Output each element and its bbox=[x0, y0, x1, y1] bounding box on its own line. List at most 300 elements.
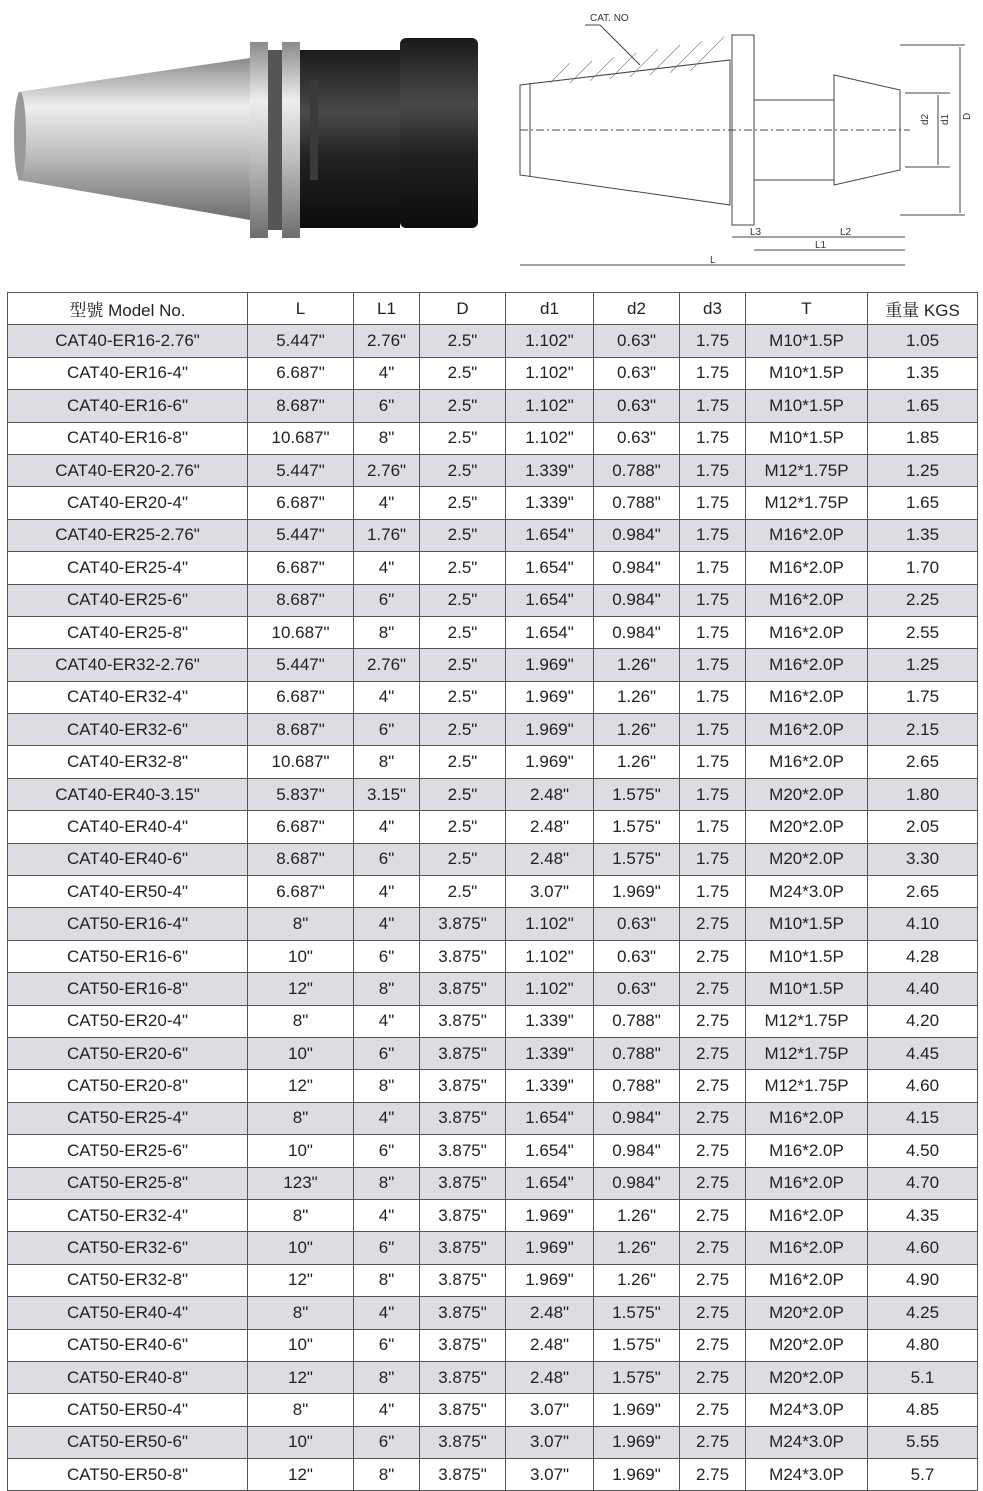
table-row bbox=[8, 325, 978, 357]
cell-T: M10*1.5P bbox=[746, 422, 868, 454]
cell-D: 2.5" bbox=[420, 843, 506, 875]
cell-model: CAT40-ER25-4" bbox=[8, 552, 248, 584]
cell-d1: 2.48" bbox=[506, 843, 594, 875]
cell-model: CAT50-ER16-6" bbox=[8, 940, 248, 972]
table-row bbox=[8, 1329, 978, 1361]
cell-d1: 1.969" bbox=[506, 714, 594, 746]
cell-L: 12" bbox=[248, 973, 354, 1005]
cell-d2: 0.984" bbox=[594, 584, 680, 616]
cell-D: 3.875" bbox=[420, 1199, 506, 1231]
cell-d1: 1.654" bbox=[506, 1167, 594, 1199]
cell-L: 8" bbox=[248, 1005, 354, 1037]
cell-weight: 1.25 bbox=[868, 454, 978, 486]
cell-T: M12*1.75P bbox=[746, 1037, 868, 1069]
cell-d3: 2.75 bbox=[680, 1232, 746, 1264]
cell-L: 5.447" bbox=[248, 454, 354, 486]
cell-d2: 0.984" bbox=[594, 552, 680, 584]
cell-L: 6.687" bbox=[248, 876, 354, 908]
header-L: L bbox=[248, 293, 354, 325]
cell-d3: 2.75 bbox=[680, 1199, 746, 1231]
cell-d1: 1.969" bbox=[506, 1264, 594, 1296]
cell-L1: 8" bbox=[354, 1361, 420, 1393]
cell-L: 6.687" bbox=[248, 681, 354, 713]
cell-L1: 6" bbox=[354, 940, 420, 972]
cell-d1: 1.654" bbox=[506, 552, 594, 584]
cell-T: M16*2.0P bbox=[746, 1232, 868, 1264]
table-row bbox=[8, 778, 978, 810]
cell-d1: 1.654" bbox=[506, 519, 594, 551]
cell-d1: 2.48" bbox=[506, 1297, 594, 1329]
cell-d2: 1.26" bbox=[594, 681, 680, 713]
cell-d1: 1.969" bbox=[506, 649, 594, 681]
cell-model: CAT40-ER50-4" bbox=[8, 876, 248, 908]
cell-L1: 2.76" bbox=[354, 649, 420, 681]
cell-d1: 1.339" bbox=[506, 1037, 594, 1069]
cell-d2: 1.26" bbox=[594, 1264, 680, 1296]
technical-drawing bbox=[510, 5, 975, 280]
table-row bbox=[8, 1459, 978, 1491]
cell-T: M16*2.0P bbox=[746, 1135, 868, 1167]
cell-L1: 6" bbox=[354, 1232, 420, 1264]
cell-d2: 1.26" bbox=[594, 1232, 680, 1264]
header-model: 型號 Model No. bbox=[8, 293, 248, 325]
table-row bbox=[8, 681, 978, 713]
cell-D: 2.5" bbox=[420, 552, 506, 584]
drawing-label-D: D bbox=[962, 112, 973, 120]
cell-T: M10*1.5P bbox=[746, 390, 868, 422]
cell-model: CAT50-ER25-4" bbox=[8, 1102, 248, 1134]
cell-D: 2.5" bbox=[420, 422, 506, 454]
table-row bbox=[8, 1135, 978, 1167]
cell-D: 3.875" bbox=[420, 1297, 506, 1329]
cell-T: M12*1.75P bbox=[746, 487, 868, 519]
cell-L: 6.687" bbox=[248, 357, 354, 389]
table-row bbox=[8, 1037, 978, 1069]
cell-T: M20*2.0P bbox=[746, 843, 868, 875]
cell-d1: 1.102" bbox=[506, 940, 594, 972]
cell-d1: 2.48" bbox=[506, 1361, 594, 1393]
cell-T: M24*3.0P bbox=[746, 1394, 868, 1426]
cell-d3: 2.75 bbox=[680, 1297, 746, 1329]
cell-model: CAT40-ER32-2.76" bbox=[8, 649, 248, 681]
cell-d2: 1.969" bbox=[594, 1459, 680, 1491]
cell-model: CAT40-ER25-6" bbox=[8, 584, 248, 616]
cell-L1: 6" bbox=[354, 390, 420, 422]
cell-d2: 0.984" bbox=[594, 616, 680, 648]
cell-d1: 2.48" bbox=[506, 778, 594, 810]
cell-model: CAT40-ER16-8" bbox=[8, 422, 248, 454]
cell-weight: 1.85 bbox=[868, 422, 978, 454]
cell-weight: 2.65 bbox=[868, 746, 978, 778]
cell-D: 2.5" bbox=[420, 876, 506, 908]
cell-d2: 1.575" bbox=[594, 1361, 680, 1393]
cell-L: 8" bbox=[248, 1199, 354, 1231]
cell-L: 10" bbox=[248, 940, 354, 972]
cell-weight: 4.35 bbox=[868, 1199, 978, 1231]
table-row bbox=[8, 454, 978, 486]
cell-weight: 1.65 bbox=[868, 487, 978, 519]
table-row bbox=[8, 1167, 978, 1199]
cell-weight: 2.15 bbox=[868, 714, 978, 746]
table-row bbox=[8, 940, 978, 972]
cell-weight: 2.65 bbox=[868, 876, 978, 908]
drawing-label-d1: d1 bbox=[940, 113, 951, 125]
cell-L1: 1.76" bbox=[354, 519, 420, 551]
cell-d3: 1.75 bbox=[680, 422, 746, 454]
cell-d3: 2.75 bbox=[680, 1329, 746, 1361]
cell-T: M10*1.5P bbox=[746, 908, 868, 940]
cell-D: 3.875" bbox=[420, 1232, 506, 1264]
table-row bbox=[8, 973, 978, 1005]
cell-d3: 2.75 bbox=[680, 1459, 746, 1491]
cell-L: 10" bbox=[248, 1037, 354, 1069]
cell-L1: 4" bbox=[354, 357, 420, 389]
cell-model: CAT50-ER20-4" bbox=[8, 1005, 248, 1037]
table-header-row bbox=[8, 293, 978, 325]
table-row bbox=[8, 908, 978, 940]
cell-D: 3.875" bbox=[420, 1005, 506, 1037]
cell-L: 10.687" bbox=[248, 422, 354, 454]
cell-d3: 2.75 bbox=[680, 940, 746, 972]
cell-T: M20*2.0P bbox=[746, 1297, 868, 1329]
cell-d1: 1.969" bbox=[506, 1199, 594, 1231]
cell-T: M10*1.5P bbox=[746, 940, 868, 972]
cell-d2: 0.788" bbox=[594, 1037, 680, 1069]
cell-L: 10" bbox=[248, 1232, 354, 1264]
cell-d3: 2.75 bbox=[680, 1037, 746, 1069]
cell-d1: 1.654" bbox=[506, 1135, 594, 1167]
cell-weight: 4.40 bbox=[868, 973, 978, 1005]
cell-T: M16*2.0P bbox=[746, 616, 868, 648]
cell-weight: 3.30 bbox=[868, 843, 978, 875]
cell-D: 3.875" bbox=[420, 1135, 506, 1167]
cell-T: M24*3.0P bbox=[746, 876, 868, 908]
cell-d1: 1.339" bbox=[506, 1070, 594, 1102]
table-row bbox=[8, 357, 978, 389]
cell-d3: 1.75 bbox=[680, 616, 746, 648]
cell-weight: 4.25 bbox=[868, 1297, 978, 1329]
cell-model: CAT50-ER32-6" bbox=[8, 1232, 248, 1264]
cell-weight: 1.35 bbox=[868, 357, 978, 389]
cell-d2: 0.984" bbox=[594, 1135, 680, 1167]
cell-d3: 1.75 bbox=[680, 390, 746, 422]
cell-d3: 1.75 bbox=[680, 681, 746, 713]
cell-L1: 8" bbox=[354, 616, 420, 648]
cell-T: M12*1.75P bbox=[746, 454, 868, 486]
cell-model: CAT50-ER20-8" bbox=[8, 1070, 248, 1102]
cell-d3: 1.75 bbox=[680, 778, 746, 810]
cell-D: 2.5" bbox=[420, 616, 506, 648]
spec-table bbox=[7, 292, 978, 1491]
cell-d2: 0.63" bbox=[594, 357, 680, 389]
cell-weight: 5.1 bbox=[868, 1361, 978, 1393]
cell-D: 2.5" bbox=[420, 390, 506, 422]
cell-L1: 6" bbox=[354, 1426, 420, 1458]
table-row bbox=[8, 1297, 978, 1329]
cell-d3: 1.75 bbox=[680, 325, 746, 357]
cell-T: M24*3.0P bbox=[746, 1459, 868, 1491]
cell-model: CAT40-ER20-2.76" bbox=[8, 454, 248, 486]
cell-d1: 1.339" bbox=[506, 454, 594, 486]
cell-T: M24*3.0P bbox=[746, 1426, 868, 1458]
cell-d1: 3.07" bbox=[506, 1459, 594, 1491]
cell-D: 3.875" bbox=[420, 1426, 506, 1458]
cell-D: 2.5" bbox=[420, 357, 506, 389]
cell-L1: 2.76" bbox=[354, 454, 420, 486]
cell-d3: 2.75 bbox=[680, 1135, 746, 1167]
cell-weight: 4.70 bbox=[868, 1167, 978, 1199]
cell-model: CAT40-ER32-8" bbox=[8, 746, 248, 778]
table-row bbox=[8, 1199, 978, 1231]
cell-L: 5.447" bbox=[248, 519, 354, 551]
cell-D: 3.875" bbox=[420, 1167, 506, 1199]
cell-D: 2.5" bbox=[420, 584, 506, 616]
cell-D: 3.875" bbox=[420, 1329, 506, 1361]
cell-D: 3.875" bbox=[420, 940, 506, 972]
cell-weight: 4.45 bbox=[868, 1037, 978, 1069]
cell-L1: 8" bbox=[354, 1264, 420, 1296]
cell-d2: 0.63" bbox=[594, 390, 680, 422]
cell-d1: 1.969" bbox=[506, 1232, 594, 1264]
drawing-label-L3: L3 bbox=[750, 227, 762, 238]
cell-weight: 1.80 bbox=[868, 778, 978, 810]
cell-D: 2.5" bbox=[420, 778, 506, 810]
cell-L: 10" bbox=[248, 1135, 354, 1167]
cell-L1: 6" bbox=[354, 843, 420, 875]
cell-D: 2.5" bbox=[420, 714, 506, 746]
table-row bbox=[8, 649, 978, 681]
cell-d2: 1.26" bbox=[594, 746, 680, 778]
cell-model: CAT50-ER40-8" bbox=[8, 1361, 248, 1393]
cell-L: 12" bbox=[248, 1070, 354, 1102]
table-row bbox=[8, 746, 978, 778]
cell-T: M16*2.0P bbox=[746, 552, 868, 584]
cell-d1: 1.969" bbox=[506, 681, 594, 713]
cell-d2: 0.984" bbox=[594, 1102, 680, 1134]
header-weight: 重量 KGS bbox=[868, 293, 978, 325]
cell-d3: 1.75 bbox=[680, 584, 746, 616]
cell-D: 2.5" bbox=[420, 811, 506, 843]
cell-model: CAT50-ER32-4" bbox=[8, 1199, 248, 1231]
cell-L1: 4" bbox=[354, 1297, 420, 1329]
cell-L: 8.687" bbox=[248, 843, 354, 875]
cell-L1: 6" bbox=[354, 584, 420, 616]
cell-weight: 1.35 bbox=[868, 519, 978, 551]
table-row bbox=[8, 616, 978, 648]
cell-T: M12*1.75P bbox=[746, 1070, 868, 1102]
cell-L1: 6" bbox=[354, 1329, 420, 1361]
cell-model: CAT40-ER16-2.76" bbox=[8, 325, 248, 357]
cell-weight: 4.60 bbox=[868, 1232, 978, 1264]
cell-d1: 3.07" bbox=[506, 876, 594, 908]
table-body bbox=[8, 325, 978, 1491]
cell-d3: 1.75 bbox=[680, 714, 746, 746]
cell-d3: 2.75 bbox=[680, 908, 746, 940]
table-row bbox=[8, 1232, 978, 1264]
cell-T: M20*2.0P bbox=[746, 1361, 868, 1393]
header-L1: L1 bbox=[354, 293, 420, 325]
cell-d3: 1.75 bbox=[680, 811, 746, 843]
cell-d3: 2.75 bbox=[680, 1167, 746, 1199]
cell-weight: 4.60 bbox=[868, 1070, 978, 1102]
cell-d3: 2.75 bbox=[680, 1361, 746, 1393]
cell-weight: 1.70 bbox=[868, 552, 978, 584]
cell-d3: 2.75 bbox=[680, 1394, 746, 1426]
cell-T: M16*2.0P bbox=[746, 1167, 868, 1199]
cell-d2: 0.788" bbox=[594, 487, 680, 519]
drawing-label-d2: d2 bbox=[920, 113, 931, 125]
cell-L: 10.687" bbox=[248, 616, 354, 648]
cell-d3: 2.75 bbox=[680, 1102, 746, 1134]
cell-d3: 1.75 bbox=[680, 357, 746, 389]
cell-L: 10" bbox=[248, 1426, 354, 1458]
cell-d2: 1.969" bbox=[594, 876, 680, 908]
cell-D: 3.875" bbox=[420, 1102, 506, 1134]
cell-L: 8.687" bbox=[248, 714, 354, 746]
cell-T: M16*2.0P bbox=[746, 746, 868, 778]
cell-model: CAT40-ER25-8" bbox=[8, 616, 248, 648]
cell-d2: 0.63" bbox=[594, 940, 680, 972]
cell-D: 3.875" bbox=[420, 1361, 506, 1393]
table-row bbox=[8, 519, 978, 551]
table-row bbox=[8, 487, 978, 519]
cell-T: M16*2.0P bbox=[746, 519, 868, 551]
cell-d2: 0.984" bbox=[594, 519, 680, 551]
cell-d1: 1.102" bbox=[506, 390, 594, 422]
cell-L1: 4" bbox=[354, 681, 420, 713]
header-d1: d1 bbox=[506, 293, 594, 325]
header-d3: d3 bbox=[680, 293, 746, 325]
cell-L: 8" bbox=[248, 1102, 354, 1134]
cell-d3: 2.75 bbox=[680, 1005, 746, 1037]
cell-weight: 1.75 bbox=[868, 681, 978, 713]
cell-T: M12*1.75P bbox=[746, 1005, 868, 1037]
cell-d3: 1.75 bbox=[680, 843, 746, 875]
cell-d1: 1.654" bbox=[506, 616, 594, 648]
cell-L1: 8" bbox=[354, 746, 420, 778]
cell-model: CAT50-ER20-6" bbox=[8, 1037, 248, 1069]
cell-L: 5.447" bbox=[248, 649, 354, 681]
cell-model: CAT40-ER32-4" bbox=[8, 681, 248, 713]
cell-weight: 2.05 bbox=[868, 811, 978, 843]
cell-weight: 2.25 bbox=[868, 584, 978, 616]
table-row bbox=[8, 714, 978, 746]
cell-L: 6.687" bbox=[248, 552, 354, 584]
cell-D: 2.5" bbox=[420, 454, 506, 486]
cell-d2: 1.575" bbox=[594, 1297, 680, 1329]
cell-d1: 1.102" bbox=[506, 325, 594, 357]
cell-L1: 2.76" bbox=[354, 325, 420, 357]
table-row bbox=[8, 1361, 978, 1393]
cell-T: M16*2.0P bbox=[746, 714, 868, 746]
table-row bbox=[8, 1070, 978, 1102]
drawing-label-cat-no: CAT. NO bbox=[590, 13, 629, 24]
cell-T: M10*1.5P bbox=[746, 357, 868, 389]
cell-T: M16*2.0P bbox=[746, 1264, 868, 1296]
cell-d2: 1.575" bbox=[594, 843, 680, 875]
cell-model: CAT50-ER25-6" bbox=[8, 1135, 248, 1167]
cell-d3: 1.75 bbox=[680, 876, 746, 908]
cell-L1: 4" bbox=[354, 1394, 420, 1426]
cell-D: 3.875" bbox=[420, 1264, 506, 1296]
cell-L: 12" bbox=[248, 1264, 354, 1296]
cell-weight: 1.25 bbox=[868, 649, 978, 681]
cell-weight: 2.55 bbox=[868, 616, 978, 648]
cell-model: CAT50-ER40-6" bbox=[8, 1329, 248, 1361]
cell-weight: 4.50 bbox=[868, 1135, 978, 1167]
cell-model: CAT50-ER50-8" bbox=[8, 1459, 248, 1491]
cell-model: CAT40-ER16-6" bbox=[8, 390, 248, 422]
table-row bbox=[8, 876, 978, 908]
cell-T: M16*2.0P bbox=[746, 584, 868, 616]
cell-d1: 1.102" bbox=[506, 422, 594, 454]
cell-L: 10.687" bbox=[248, 746, 354, 778]
cell-d2: 1.969" bbox=[594, 1426, 680, 1458]
drawing-label-L: L bbox=[710, 255, 716, 266]
cell-L: 123" bbox=[248, 1167, 354, 1199]
cell-weight: 4.20 bbox=[868, 1005, 978, 1037]
cell-L1: 6" bbox=[354, 714, 420, 746]
cell-T: M10*1.5P bbox=[746, 973, 868, 1005]
cell-d2: 0.63" bbox=[594, 973, 680, 1005]
table-row bbox=[8, 390, 978, 422]
cell-d1: 1.339" bbox=[506, 487, 594, 519]
cell-L: 6.687" bbox=[248, 811, 354, 843]
cell-D: 3.875" bbox=[420, 908, 506, 940]
cell-L1: 6" bbox=[354, 1037, 420, 1069]
cell-d1: 1.102" bbox=[506, 908, 594, 940]
cell-D: 2.5" bbox=[420, 649, 506, 681]
header-T: T bbox=[746, 293, 868, 325]
cell-D: 2.5" bbox=[420, 519, 506, 551]
table-row bbox=[8, 843, 978, 875]
cell-D: 3.875" bbox=[420, 1037, 506, 1069]
cell-D: 2.5" bbox=[420, 325, 506, 357]
cell-model: CAT40-ER32-6" bbox=[8, 714, 248, 746]
cell-model: CAT50-ER32-8" bbox=[8, 1264, 248, 1296]
cell-T: M16*2.0P bbox=[746, 681, 868, 713]
cell-L: 8" bbox=[248, 1394, 354, 1426]
cell-weight: 1.05 bbox=[868, 325, 978, 357]
table-row bbox=[8, 1264, 978, 1296]
cell-T: M16*2.0P bbox=[746, 1102, 868, 1134]
cell-model: CAT40-ER20-4" bbox=[8, 487, 248, 519]
cell-D: 2.5" bbox=[420, 681, 506, 713]
drawing-label-L1: L1 bbox=[815, 240, 827, 251]
table-row bbox=[8, 1005, 978, 1037]
cell-model: CAT40-ER16-4" bbox=[8, 357, 248, 389]
header-d2: d2 bbox=[594, 293, 680, 325]
table-row bbox=[8, 811, 978, 843]
cell-d3: 1.75 bbox=[680, 454, 746, 486]
cell-d1: 1.102" bbox=[506, 973, 594, 1005]
cell-L1: 4" bbox=[354, 876, 420, 908]
cell-d3: 2.75 bbox=[680, 1264, 746, 1296]
cell-L: 8" bbox=[248, 908, 354, 940]
cell-L: 8.687" bbox=[248, 584, 354, 616]
cell-D: 2.5" bbox=[420, 746, 506, 778]
cell-weight: 4.10 bbox=[868, 908, 978, 940]
cell-L1: 3.15" bbox=[354, 778, 420, 810]
cell-d1: 1.654" bbox=[506, 584, 594, 616]
cell-D: 3.875" bbox=[420, 973, 506, 1005]
cell-L1: 6" bbox=[354, 1135, 420, 1167]
cell-d1: 3.07" bbox=[506, 1426, 594, 1458]
cell-L: 5.837" bbox=[248, 778, 354, 810]
cell-d2: 0.984" bbox=[594, 1167, 680, 1199]
cell-model: CAT50-ER25-8" bbox=[8, 1167, 248, 1199]
cell-D: 2.5" bbox=[420, 487, 506, 519]
